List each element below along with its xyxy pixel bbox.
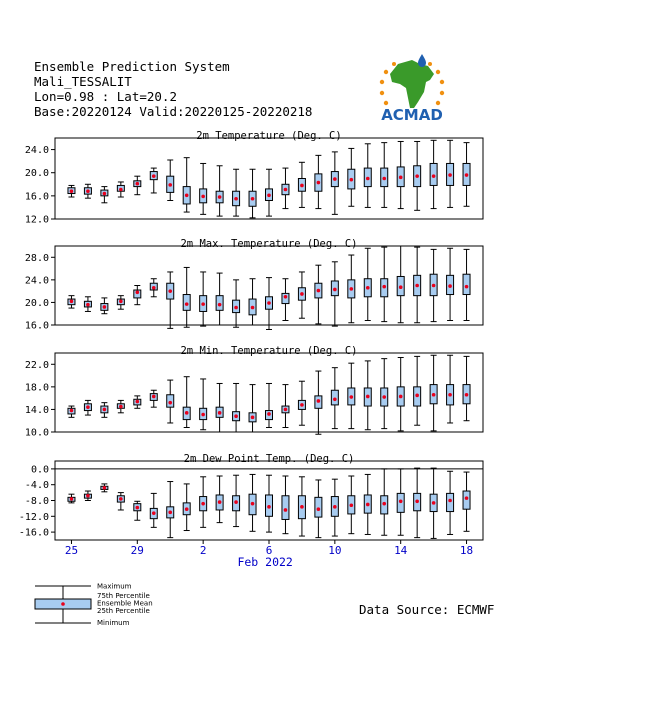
mean-marker [234, 197, 238, 201]
mean-marker [168, 401, 172, 405]
mean-marker [399, 285, 403, 289]
mean-marker [465, 393, 469, 397]
iqr-box [447, 493, 454, 511]
mean-marker [284, 188, 288, 192]
mean-marker [465, 496, 469, 500]
mean-marker [70, 409, 74, 413]
mean-marker [267, 301, 271, 305]
panel-4 [19, 453, 483, 540]
mean-marker [267, 505, 271, 509]
y-tick-label: 12.0 [24, 214, 49, 226]
x-tick-label: 10 [328, 544, 342, 557]
mean-marker [168, 289, 172, 293]
panel-3 [25, 345, 483, 439]
x-tick-label: 18 [459, 544, 474, 557]
y-tick-label: 18.0 [24, 382, 49, 394]
mean-marker [399, 499, 403, 503]
x-tick-label: 2 [199, 544, 207, 557]
mean-marker [399, 176, 403, 180]
mean-marker [399, 395, 403, 399]
mean-marker [448, 284, 452, 288]
iqr-box [282, 496, 289, 520]
mean-marker [86, 494, 90, 498]
legend-p75-label: 75th Percentile [97, 592, 150, 600]
mean-marker [382, 395, 386, 399]
mean-marker [218, 500, 222, 504]
mean-marker [234, 306, 238, 310]
mean-marker [415, 499, 419, 503]
header-base-valid-dates: Base:20220124 Valid:20220125-20220218 [34, 104, 313, 119]
mean-marker [251, 306, 255, 310]
mean-marker [465, 285, 469, 289]
y-tick-label: 22.0 [24, 359, 49, 371]
header-station-name: Mali_TESSALIT [34, 74, 132, 89]
mean-marker [119, 188, 123, 192]
iqr-box [463, 491, 470, 509]
mean-marker [152, 174, 156, 178]
mean-marker [448, 173, 452, 177]
mean-marker [382, 502, 386, 506]
mean-marker [300, 184, 304, 188]
mean-marker [119, 405, 123, 409]
mean-marker [234, 500, 238, 504]
mean-marker [284, 295, 288, 299]
mean-marker [350, 178, 354, 182]
mean-marker [465, 173, 469, 177]
mean-marker [218, 303, 222, 307]
mean-marker [448, 499, 452, 503]
x-tick-label: 14 [394, 544, 408, 557]
y-tick-label: 14.0 [24, 404, 49, 416]
mean-marker [251, 416, 255, 420]
y-tick-label: 10.0 [24, 427, 49, 439]
mean-marker [333, 397, 337, 401]
mean-marker [136, 290, 140, 294]
mean-marker [201, 413, 205, 417]
mean-marker [185, 411, 189, 415]
y-tick-label: -16.0 [18, 527, 49, 539]
y-tick-label: 16.0 [24, 320, 49, 332]
mean-marker [201, 195, 205, 199]
mean-marker [366, 395, 370, 399]
panel-title: 2m Max. Temperature (Deg. C) [180, 238, 358, 250]
mean-marker [300, 292, 304, 296]
mean-marker [415, 174, 419, 178]
panel-2 [25, 238, 483, 332]
mean-marker [86, 189, 90, 193]
mean-marker [267, 412, 271, 416]
mean-marker [70, 300, 74, 304]
mean-marker [333, 505, 337, 509]
x-tick-label: 25 [64, 544, 79, 557]
mean-marker [300, 403, 304, 407]
mean-marker [185, 507, 189, 511]
mean-marker [103, 305, 107, 309]
panel-title: 2m Dew Point Temp. (Deg. C) [183, 453, 355, 465]
header-coordinates: Lon=0.98 : Lat=20.2 [34, 89, 177, 104]
mean-marker [70, 497, 74, 501]
mean-marker [152, 286, 156, 290]
mean-marker [267, 193, 271, 197]
x-month-label: Feb 2022 [237, 555, 293, 569]
mean-marker [218, 195, 222, 199]
header-system-title: Ensemble Prediction System [34, 59, 230, 74]
mean-marker [350, 503, 354, 507]
mean-marker [103, 192, 107, 196]
legend-mean-marker [61, 602, 65, 606]
mean-marker [86, 303, 90, 307]
y-tick-label: 24.0 [24, 145, 49, 157]
mean-marker [185, 193, 189, 197]
mean-marker [218, 411, 222, 415]
x-tick-label: 29 [130, 544, 144, 557]
mean-marker [300, 505, 304, 509]
y-tick-label: -4.0 [24, 480, 49, 492]
iqr-box [315, 497, 322, 517]
mean-marker [366, 177, 370, 181]
x-tick-label: 6 [265, 544, 273, 557]
mean-marker [317, 399, 321, 403]
mean-marker [103, 486, 107, 490]
y-tick-label: -8.0 [24, 496, 49, 507]
mean-marker [284, 408, 288, 412]
mean-marker [366, 503, 370, 507]
y-tick-label: 0.0 [30, 464, 49, 476]
mean-marker [432, 284, 436, 288]
mean-marker [136, 506, 140, 510]
panel-title: 2m Min. Temperature (Deg. C) [180, 345, 358, 357]
mean-marker [201, 302, 205, 306]
mean-marker [86, 405, 90, 409]
mean-marker [432, 174, 436, 178]
mean-marker [317, 289, 321, 293]
mean-marker [415, 284, 419, 288]
mean-marker [152, 511, 156, 515]
mean-marker [432, 393, 436, 397]
y-tick-label: 16.0 [24, 191, 49, 203]
mean-marker [382, 285, 386, 289]
y-tick-label: -12.0 [18, 511, 49, 523]
mean-marker [251, 197, 255, 201]
chart-legend [33, 583, 253, 627]
mean-marker [333, 288, 337, 292]
mean-marker [119, 300, 123, 304]
mean-marker [152, 395, 156, 399]
mean-marker [317, 507, 321, 511]
mean-marker [185, 302, 189, 306]
legend-maximum-label: Maximum [97, 583, 132, 591]
mean-marker [168, 511, 172, 515]
mean-marker [103, 408, 107, 412]
mean-marker [234, 414, 238, 418]
mean-marker [119, 497, 123, 501]
y-tick-label: 20.0 [24, 168, 49, 180]
mean-marker [136, 400, 140, 404]
legend-mean-label: Ensemble Mean [97, 599, 153, 608]
y-tick-label: 28.0 [24, 252, 49, 264]
mean-marker [201, 502, 205, 506]
y-tick-label: 20.0 [24, 297, 49, 309]
mean-marker [136, 182, 140, 186]
mean-marker [448, 393, 452, 397]
mean-marker [366, 286, 370, 290]
iqr-box [463, 274, 470, 294]
legend-p25-label: 25th Percentile [97, 607, 150, 615]
mean-marker [382, 177, 386, 181]
panel-1 [25, 130, 483, 226]
mean-marker [333, 177, 337, 181]
data-source-label: Data Source: ECMWF [359, 602, 495, 617]
mean-marker [350, 395, 354, 399]
panel-title: 2m Temperature (Deg. C) [196, 130, 342, 142]
logo-text: ACMAD [381, 106, 443, 124]
mean-marker [317, 181, 321, 185]
y-tick-label: 24.0 [24, 275, 49, 287]
mean-marker [284, 508, 288, 512]
mean-marker [251, 502, 255, 506]
mean-marker [432, 501, 436, 505]
legend-minimum-label: Minimum [97, 619, 130, 627]
mean-marker [415, 394, 419, 398]
mean-marker [350, 287, 354, 291]
mean-marker [168, 183, 172, 187]
mean-marker [70, 189, 74, 193]
